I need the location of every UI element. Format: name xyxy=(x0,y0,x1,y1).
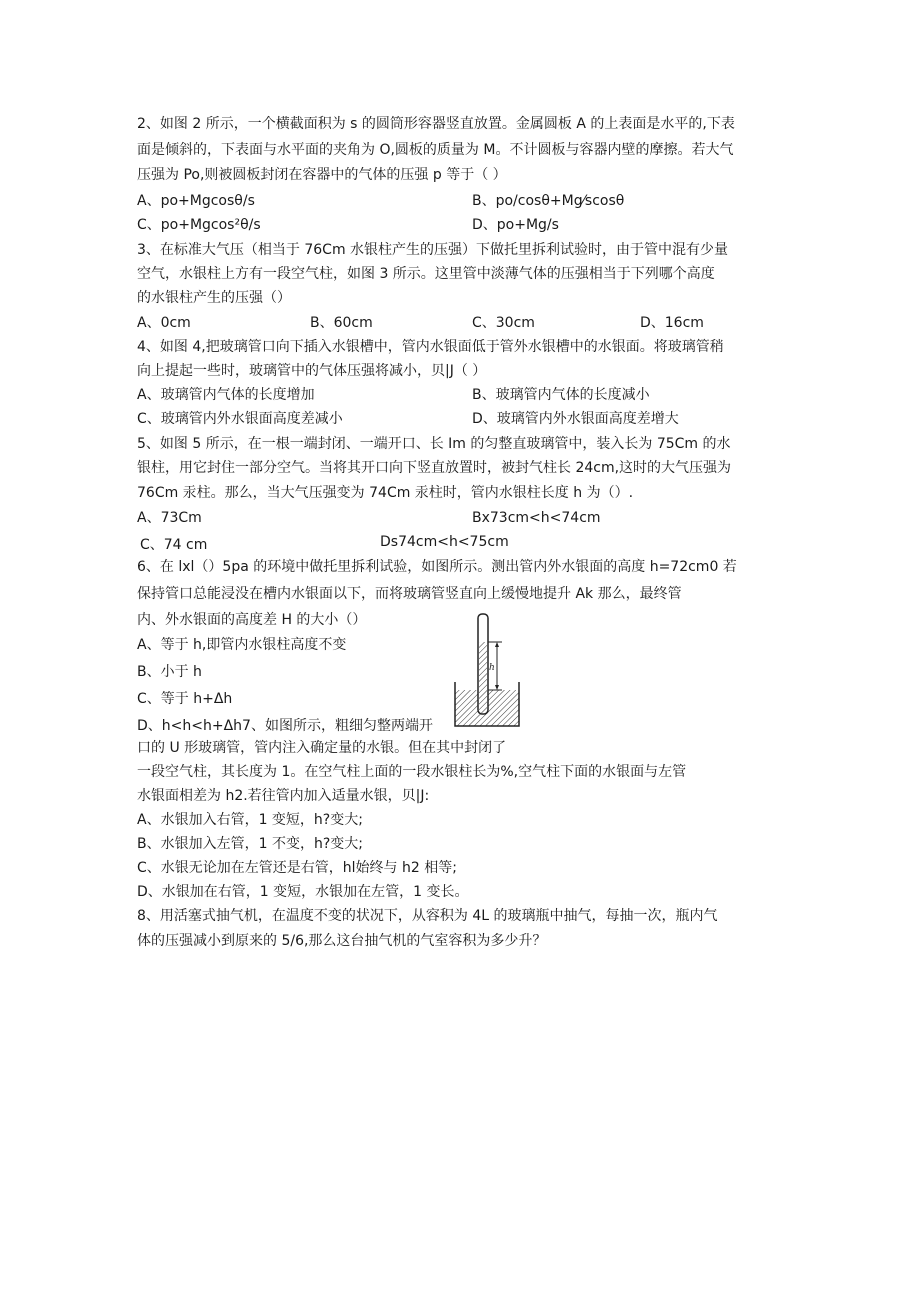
mercury-column xyxy=(479,642,487,713)
q6-option-a: A、等于 h,即管内水银柱高度不变 xyxy=(137,637,347,653)
q2-stem-line-3: 压强为 Po,则被圆板封闭在容器中的气体的压强 p 等于（ ） xyxy=(137,167,507,183)
torricelli-tube-figure xyxy=(452,612,524,730)
q5-stem-line-3: 76Cm 汞柱。那么，当大气压强变为 74Cm 汞柱时，管内水银柱长度 h 为（）. xyxy=(137,485,634,501)
q3-option-c: C、30cm xyxy=(472,315,535,331)
q3-stem-line-2: 空气，水银柱上方有一段空气柱，如图 3 所示。这里管中淡薄气体的压强相当于下列哪个高度 xyxy=(137,266,715,282)
q5-option-d: Ds74cm<h<75cm xyxy=(380,534,509,550)
q7-option-c: C、水银无论加在左管还是右管，hl始终与 h2 相等; xyxy=(137,860,457,876)
q4-stem-line-2: 向上提起一些时，玻璃管中的气体压强将减小，贝|J（ ） xyxy=(137,363,487,379)
q4-stem-line-1: 4、如图 4,把玻璃管口向下插入水银槽中，管内水银面低于管外水银槽中的水银面。将玻璃管稍 xyxy=(137,339,724,355)
q6-stem-line-2: 保持管口总能浸没在槽内水银面以下，而将玻璃管竖直向上缓慢地提升 Ak 那么，最终管 xyxy=(137,586,682,602)
height-arrow-down xyxy=(495,685,499,690)
q3-option-d: D、16cm xyxy=(640,315,704,331)
q6-stem-line-3: 内、外水银面的高度差 H 的大小（） xyxy=(137,612,367,628)
q8-stem-line-2: 体的压强减小到原来的 5/6,那么这台抽气机的气室容积为多少升？ xyxy=(137,933,547,949)
q2-option-d: D、po+Mg/s xyxy=(472,217,559,233)
q2-option-b: B、po/cosθ+Mg⁄scosθ xyxy=(472,193,625,209)
q4-option-d: D、玻璃管内外水银面高度差增大 xyxy=(472,411,679,427)
q2-stem-line-1: 2、如图 2 所示，一个横截面积为 s 的圆筒形容器竖直放置。金属圆板 A 的上表面是水平的,下表 xyxy=(137,116,735,132)
q5-stem-line-2: 银柱，用它封住一部分空气。当将其开口向下竖直放置时，被封气柱长 24cm,这时的大气压强为 xyxy=(137,460,732,476)
q5-option-c: C、74 cm xyxy=(140,537,208,553)
q2-option-c: C、po+Mgcos²θ/s xyxy=(137,217,261,233)
q3-option-a: A、0cm xyxy=(137,315,191,331)
q4-option-c: C、玻璃管内外水银面高度差减小 xyxy=(137,411,343,427)
q6-option-c: C、等于 h+Δh xyxy=(137,691,233,707)
q6-option-b: B、小于 h xyxy=(137,664,202,680)
q5-option-b: Bx73cm<h<74cm xyxy=(472,510,601,526)
q5-stem-line-1: 5、如图 5 所示，在一根一端封闭、一端开口、长 Im 的匀整直玻璃管中，装入长为 75Cm 的水 xyxy=(137,436,731,452)
q4-option-a: A、玻璃管内气体的长度增加 xyxy=(137,387,315,403)
q7-option-b: B、水银加入左管，1 不变，h?变大; xyxy=(137,836,363,852)
q7-stem-line-1: 口的 U 形玻璃管，管内注入确定量的水银。但在其中封闭了 xyxy=(137,740,507,756)
q7-option-d: D、水银加在右管，1 变短，水银加在左管，1 变长。 xyxy=(137,884,469,900)
q5-option-a: A、73Cm xyxy=(137,510,202,526)
q7-stem-line-2: 一段空气柱，其长度为 1。在空气柱上面的一段水银柱长为%,空气柱下面的水银面与左管 xyxy=(137,764,687,780)
q3-option-b: B、60cm xyxy=(310,315,373,331)
height-label: h xyxy=(489,663,495,673)
q7-stem-line-3: 水银面相差为 h2.若往管内加入适量水银，贝|J: xyxy=(137,788,430,804)
q7-option-a: A、水银加入右管，1 变短，h?变大; xyxy=(137,812,363,828)
q4-option-b: B、玻璃管内气体的长度减小 xyxy=(472,387,650,403)
q6-option-d: D、h<h<h+Δh7、如图所示，粗细匀整两端开 xyxy=(137,718,433,734)
q3-stem-line-3: 的水银柱产生的压强（） xyxy=(137,290,291,306)
q3-stem-line-1: 3、在标准大气压（相当于 76Cm 水银柱产生的压强）下做托里拆利试验时，由于管中混有少量 xyxy=(137,242,729,258)
q6-stem-line-1: 6、在 lxl（）5pa 的环境中做托里拆利试验，如图所示。测出管内外水银面的高度 h=72cm0 若 xyxy=(137,559,737,575)
height-arrow-up xyxy=(495,642,499,647)
q2-option-a: A、po+Mgcosθ/s xyxy=(137,193,255,209)
q2-stem-line-2: 面是倾斜的，下表面与水平面的夹角为 O,圆板的质量为 M。不计圆板与容器内壁的摩擦。若大气 xyxy=(137,142,734,158)
q8-stem-line-1: 8、用活塞式抽气机，在温度不变的状况下，从容积为 4L 的玻璃瓶中抽气，每抽一次，瓶内气 xyxy=(137,908,718,924)
